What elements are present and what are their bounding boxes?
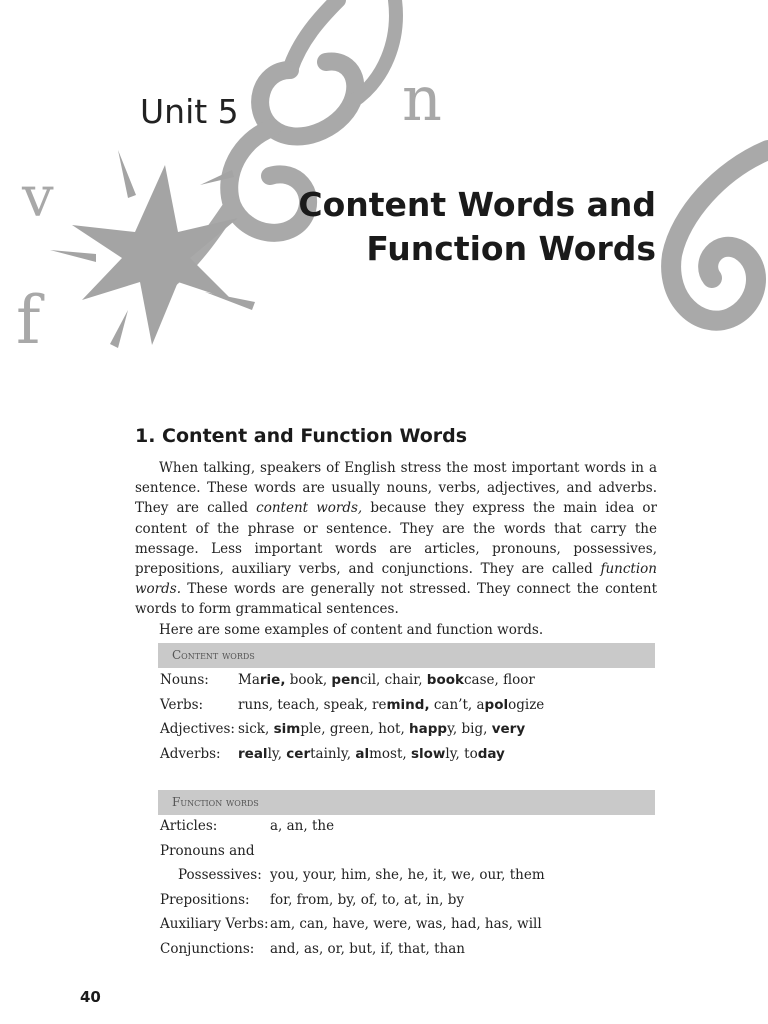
row-label: Articles: bbox=[160, 818, 218, 834]
unstressed-text: most, bbox=[369, 745, 411, 762]
function-words-header: Function words bbox=[158, 790, 655, 815]
unstressed-text: ly, bbox=[267, 745, 287, 762]
row-value bbox=[238, 721, 525, 746]
content-words-row bbox=[160, 746, 660, 771]
unstressed-text: ple, green, hot, bbox=[300, 721, 410, 737]
stressed-syllable: day bbox=[477, 745, 505, 762]
row-value: am, can, have, were, was, had, has, will bbox=[270, 916, 542, 932]
function-words-row bbox=[160, 892, 660, 917]
row-label: Conjunctions: bbox=[160, 940, 255, 957]
unstressed-text: Ma bbox=[238, 672, 260, 688]
stressed-syllable: rie, bbox=[259, 672, 286, 688]
row-value: for, from, by, of, to, at, in, by bbox=[270, 891, 464, 908]
row-label: Nouns: bbox=[160, 672, 209, 688]
intro-text bbox=[135, 458, 657, 640]
function-words-row bbox=[160, 843, 660, 868]
decor-letter-f: f bbox=[16, 282, 41, 359]
row-value: and, as, or, but, if, that, than bbox=[270, 940, 466, 957]
stressed-syllable: ry bbox=[509, 721, 526, 737]
text-run: These words are generally not stressed. They connect the content words to form grammatical sentences. bbox=[135, 581, 657, 618]
row-label: Adjectives: bbox=[160, 721, 235, 737]
text-run: because they express the main idea or content of the phrase or sentence. They are the words that carry the message. Less important words are articles, pronouns, possessives, prepositions, auxiliary verbs, and conjunctions. They are called bbox=[135, 500, 657, 578]
unstressed-text: tainly, bbox=[310, 745, 356, 762]
stressed-syllable: pol bbox=[484, 696, 509, 713]
content-words-header: Content words bbox=[158, 643, 655, 668]
function-words-row bbox=[160, 818, 660, 843]
row-value bbox=[238, 697, 544, 722]
intro-paragraph-2: Here are some examples of content and function words. bbox=[159, 621, 544, 638]
function-words-row bbox=[160, 916, 660, 941]
content-words-list bbox=[160, 672, 660, 770]
text-run: When talking, speakers of English stress the most important words in a sentence. These words are usually nouns, verbs, adjectives, and adverbs. They are called bbox=[135, 460, 657, 517]
intro-paragraph-1 bbox=[135, 458, 657, 620]
unstressed-text: y, big, bbox=[447, 721, 492, 737]
row-label: Pronouns and bbox=[160, 842, 255, 859]
function-words-list bbox=[160, 818, 660, 965]
unit-title-line1: Content Words and bbox=[298, 185, 656, 224]
unstressed-text: ogize bbox=[508, 696, 545, 713]
stressed-syllable: al bbox=[355, 745, 370, 762]
row-value: a, an, the bbox=[270, 818, 335, 834]
italic-term: content words, bbox=[256, 500, 363, 517]
decor-letter-n: n bbox=[402, 62, 442, 135]
unstressed-text: book, bbox=[285, 672, 332, 688]
content-words-row bbox=[160, 697, 660, 722]
stressed-syllable: ve bbox=[491, 721, 510, 737]
stressed-syllable: happ bbox=[409, 721, 448, 737]
stressed-syllable: real bbox=[238, 745, 268, 762]
content-words-row bbox=[160, 721, 660, 746]
row-value bbox=[238, 672, 535, 697]
unstressed-text: runs, teach, speak, re bbox=[238, 696, 387, 713]
unstressed-text: cil, chair, bbox=[359, 672, 427, 688]
function-words-row bbox=[160, 867, 660, 892]
stressed-syllable: slow bbox=[410, 745, 446, 762]
row-label: Adverbs: bbox=[160, 745, 221, 762]
row-value bbox=[238, 746, 505, 771]
unit-label: Unit 5 bbox=[140, 92, 239, 131]
section-heading: 1. Content and Function Words bbox=[135, 425, 468, 447]
content-words-row bbox=[160, 672, 660, 697]
unstressed-text: sick, bbox=[238, 721, 274, 737]
page-number: 40 bbox=[80, 988, 101, 1006]
unstressed-text: case, floor bbox=[464, 672, 535, 688]
row-label: Auxiliary Verbs: bbox=[160, 916, 269, 932]
italic-term: function words. bbox=[135, 561, 657, 598]
function-words-row bbox=[160, 941, 660, 966]
decor-letter-v: v bbox=[22, 165, 54, 230]
stressed-syllable: cer bbox=[286, 745, 311, 762]
row-value: you, your, him, she, he, it, we, our, them bbox=[270, 867, 545, 883]
unit-title-line2: Function Words bbox=[366, 229, 656, 268]
unit-title bbox=[298, 183, 656, 271]
unstressed-text: ly, to bbox=[445, 745, 478, 762]
stressed-syllable: pen bbox=[331, 672, 360, 688]
spiral-swirl-right bbox=[671, 150, 768, 321]
row-label: Possessives: bbox=[178, 867, 262, 883]
row-label: Verbs: bbox=[160, 696, 204, 713]
row-label: Prepositions: bbox=[160, 891, 250, 908]
unstressed-text: can’t, a bbox=[429, 696, 485, 713]
stressed-syllable: mind, bbox=[386, 696, 430, 713]
star-burst bbox=[72, 165, 238, 345]
stressed-syllable: sim bbox=[273, 721, 301, 737]
stressed-syllable: book bbox=[426, 672, 464, 688]
